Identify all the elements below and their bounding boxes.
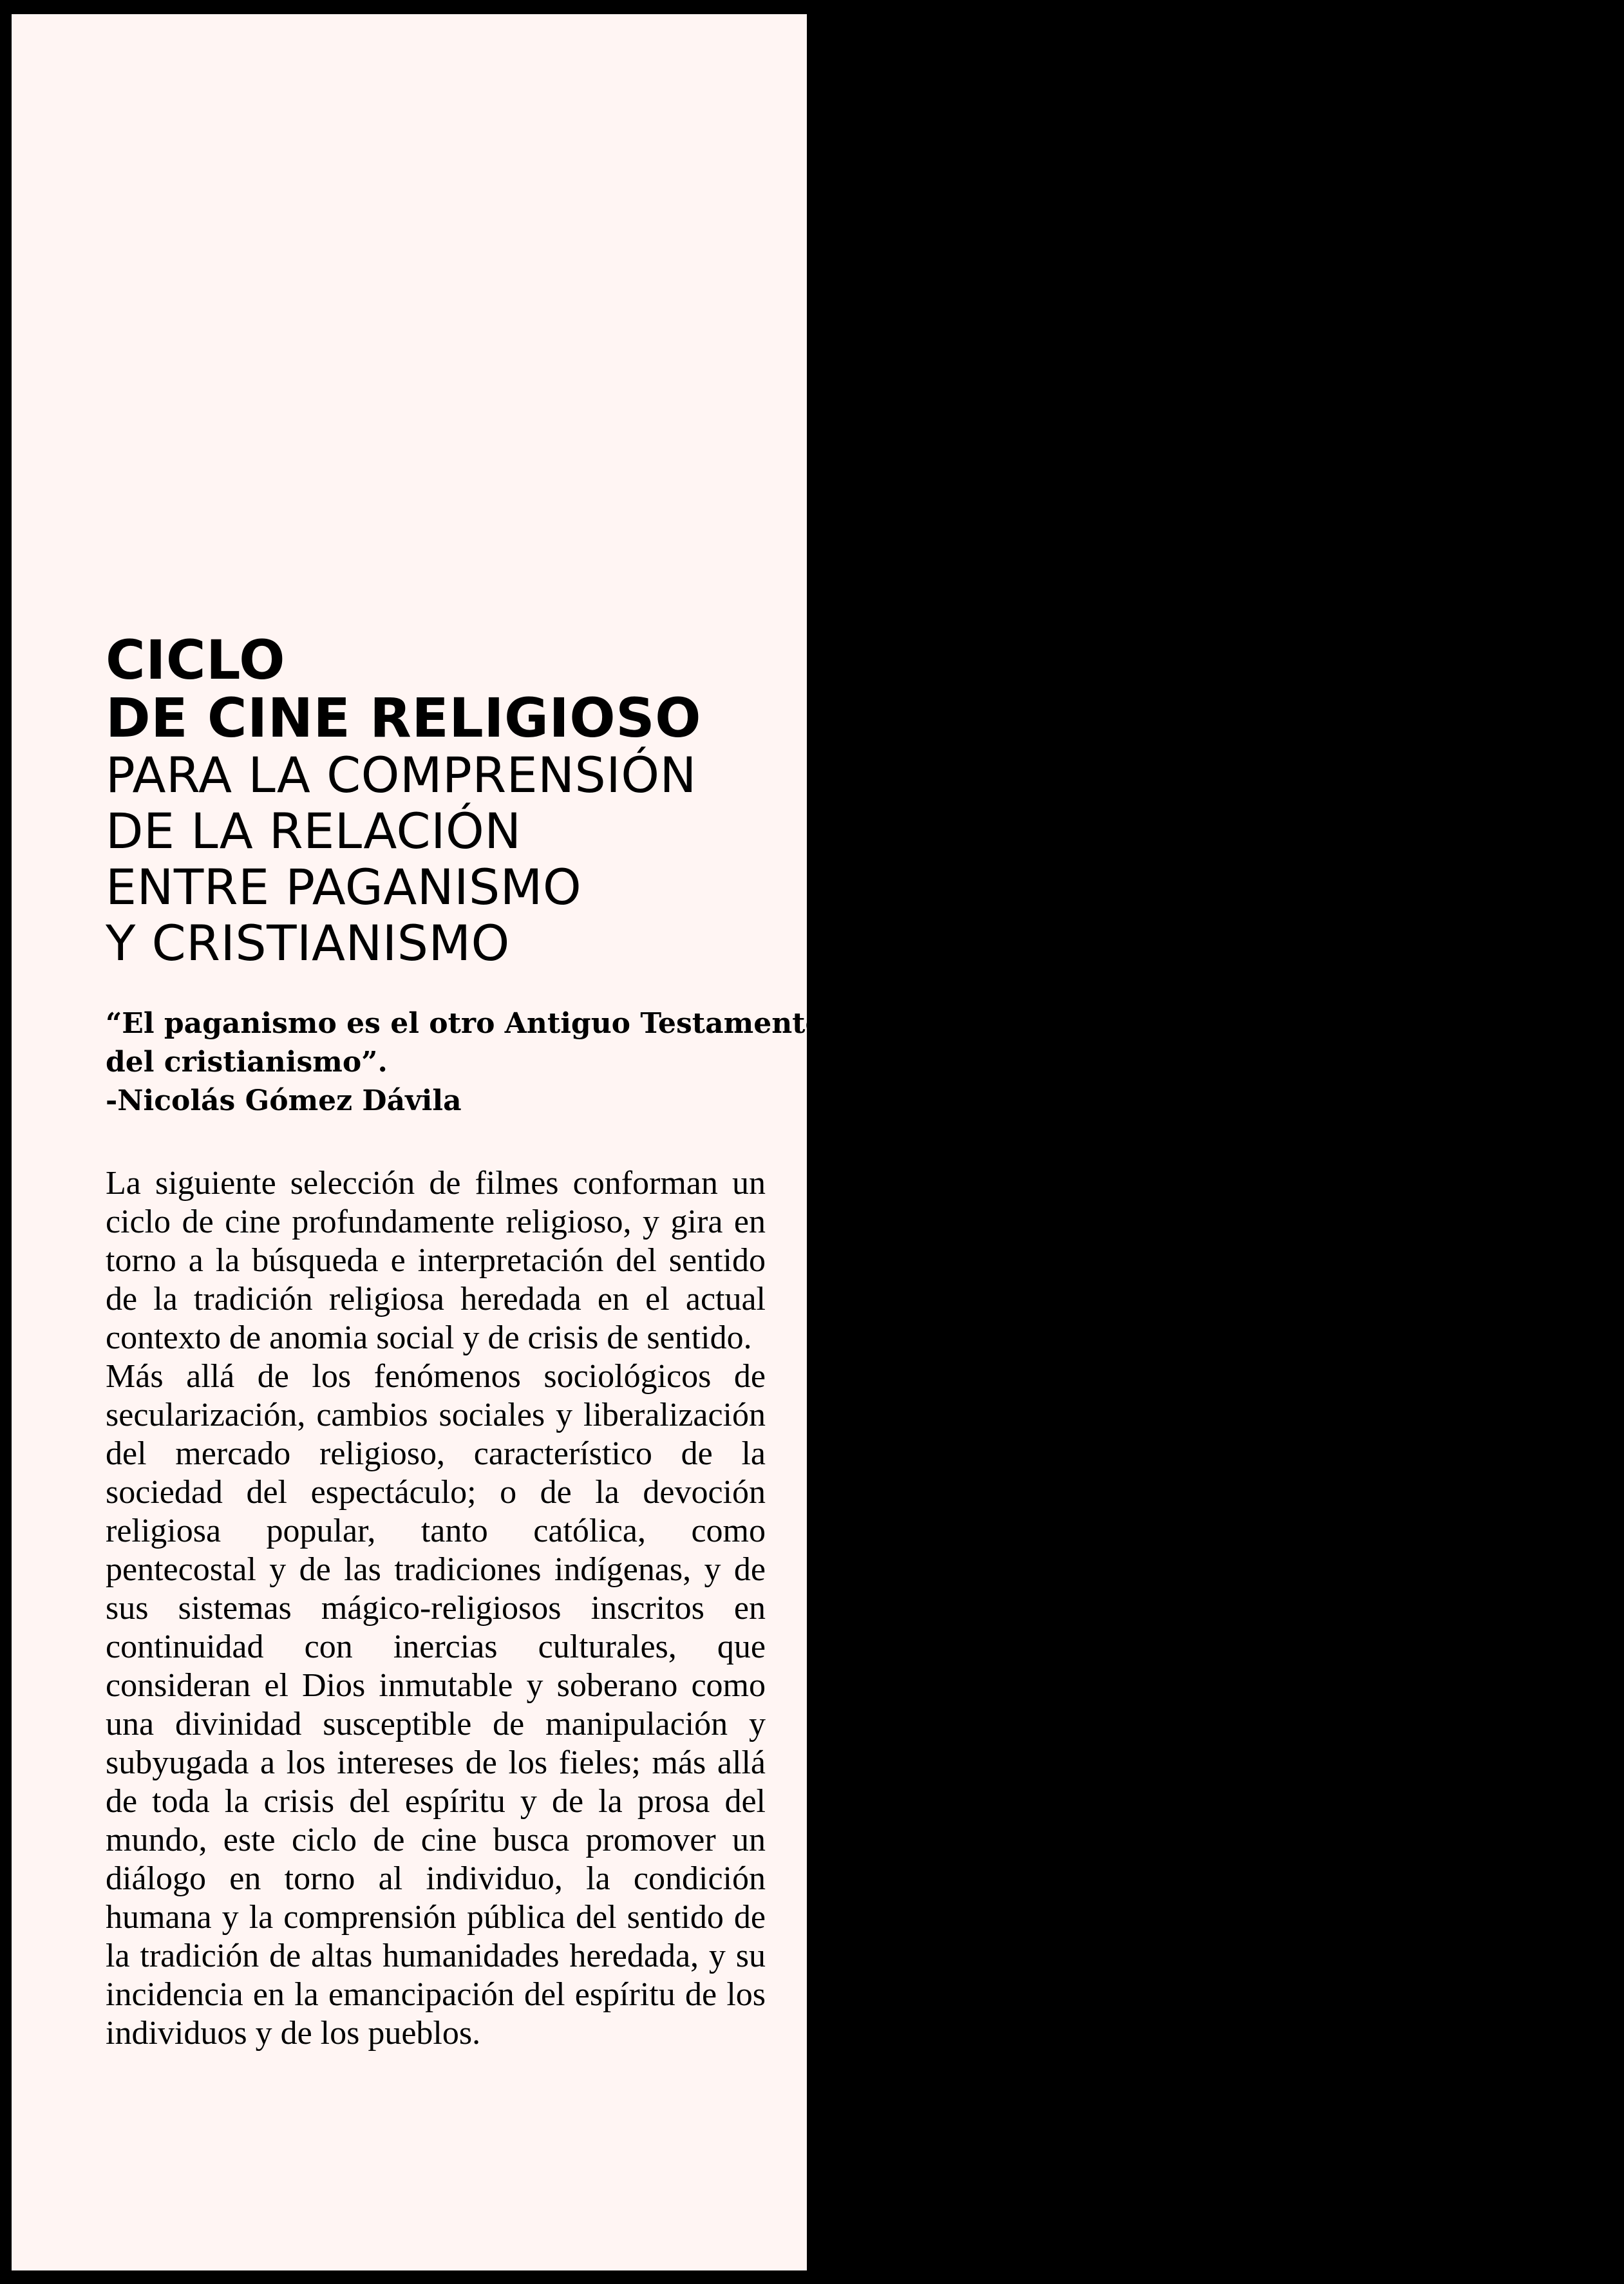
body-text	[106, 1164, 766, 2053]
body-paragraph-2: Más allá de los fenómenos sociológicos de secularización, cambios sociales y liberalización del mercado religioso, característico de la sociedad del espectáculo; o de la devoción religiosa popular, tanto católica, como pentecostal y de las tradiciones indígenas, y de sus sistemas mágico-religiosos inscritos en continuidad con inercias culturales, que consideran el Dios inmutable y soberano como una divinidad susceptible de manipulación y subyugada a los intereses de los fieles; más allá de toda la crisis del espíritu y de la prosa del mundo, este ciclo de cine busca promover un diálogo en torno al individuo, la condición humana y la comprensión pública del sentido de la tradición de altas humanidades heredada, y su incidencia en la emancipación del espíritu de los individuos y de los pueblos.	[106, 1358, 766, 2052]
body-paragraph-1: La siguiente selección de filmes conforman un ciclo de cine profundamente religioso, y gira en torno a la búsqueda e interpretación del sentido de la tradición religiosa heredada en el actual contexto de anomia social y de crisis de sentido.	[106, 1165, 766, 1356]
content-column	[106, 628, 824, 2053]
page-panel	[12, 14, 824, 2270]
subtitle-line-3: ENTRE PAGANISMO	[106, 858, 582, 916]
subtitle-line-4: Y CRISTIANISMO	[106, 914, 510, 972]
epigraph-quote	[106, 1005, 824, 1120]
title-line-2: DE CINE RELIGIOSO	[106, 686, 702, 750]
quote-line-2: del cristianismo”.	[106, 1046, 388, 1079]
quote-line-1: “El paganismo es el otro Antiguo Testamento	[106, 1007, 824, 1040]
subtitle-line-1: PARA LA COMPRENSIÓN	[106, 746, 697, 804]
title-line-1: CICLO	[106, 628, 285, 692]
quote-author: -Nicolás Gómez Dávila	[106, 1084, 462, 1117]
subtitle-line-2: DE LA RELACIÓN	[106, 802, 522, 860]
